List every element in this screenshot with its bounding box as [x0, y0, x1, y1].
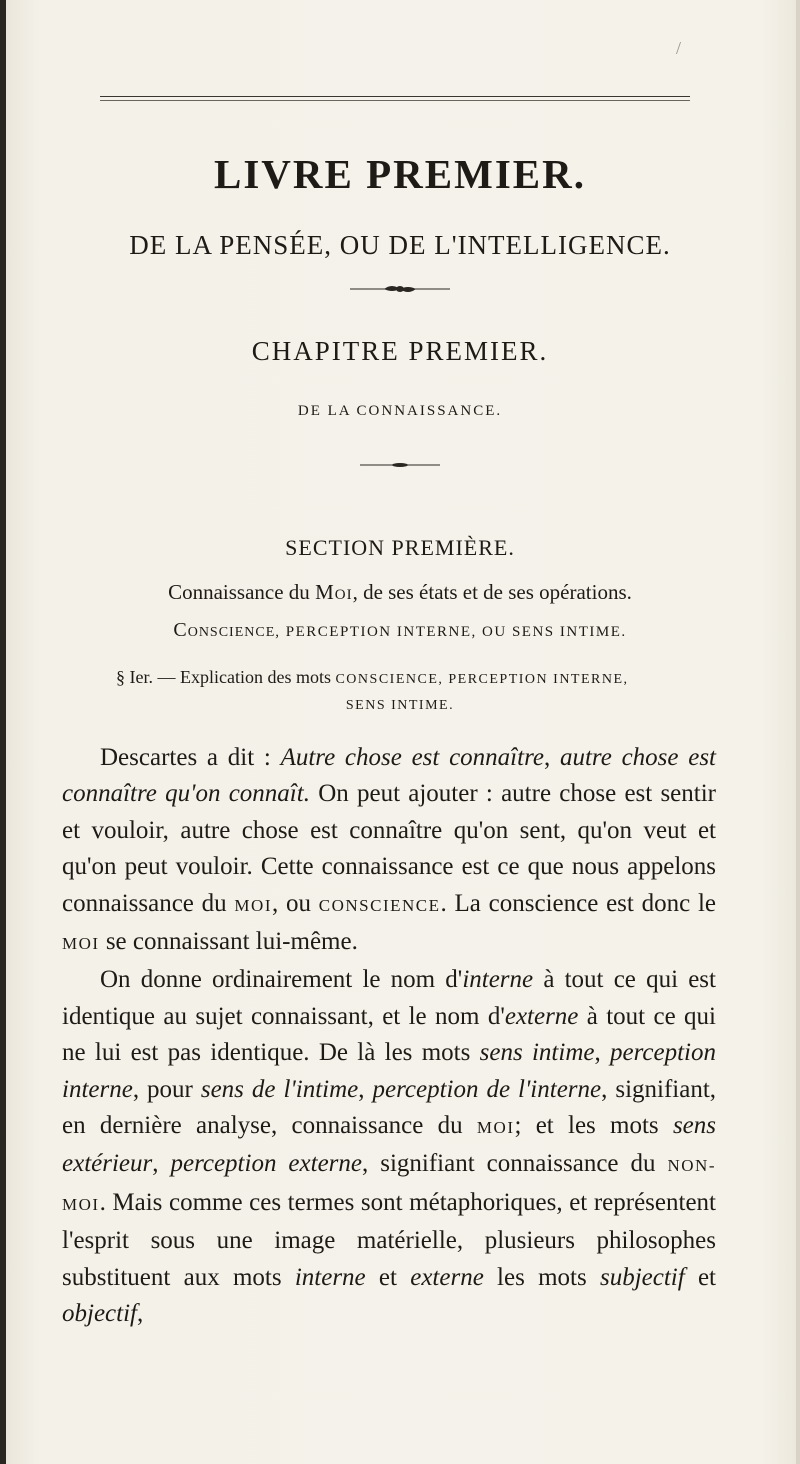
- chapter-title: CHAPITRE PREMIER.: [251, 336, 549, 366]
- text-run: les mots: [483, 1263, 600, 1291]
- book-subtitle: DE LA PENSÉE, OU DE L'INTELLIGENCE.: [129, 230, 671, 260]
- italic-term: interne: [294, 1263, 366, 1291]
- small-caps-term: MOI: [476, 1118, 515, 1138]
- italic-term: externe: [504, 1002, 579, 1030]
- italic-term: perception interne: [62, 1039, 716, 1103]
- italic-term: sens de l'intime: [200, 1075, 359, 1103]
- italic-term: sens intime: [479, 1039, 595, 1067]
- text-run: On donne ordinairement le nom d': [100, 966, 463, 994]
- text-run: à tout ce qui ne lui est pas identique. De là les mots: [62, 1002, 716, 1067]
- paragraph-heading-terms: CONSCIENCE, PERCEPTION INTERNE,: [335, 672, 629, 687]
- section-description-text-2: , de ses états et de ses opérations.: [352, 580, 632, 604]
- chapter-subtitle: DE LA CONNAISSANCE.: [297, 403, 503, 419]
- small-caps-term: MOI: [234, 895, 272, 915]
- book-title: LIVRE PREMIER.: [214, 151, 586, 197]
- binding-edge: [0, 0, 6, 1464]
- text-run: , ou: [271, 889, 319, 917]
- text-run: Descartes a dit :: [100, 744, 281, 771]
- italic-term: interne: [462, 966, 534, 994]
- italic-term: sens extérieur: [62, 1112, 716, 1178]
- paragraph-heading-terms-line2: SENS INTIME.: [345, 698, 455, 713]
- italic-term: objectif: [62, 1300, 137, 1328]
- text-run: ,: [358, 1075, 373, 1103]
- italic-term: externe: [410, 1263, 484, 1291]
- section-title: SECTION PREMIÈRE.: [285, 535, 515, 560]
- italic-term: autre chose est connaître qu'on connaît.: [62, 744, 716, 808]
- text-run: . Mais comme ces termes sont métaphoriques, et représentent l'esprit sous une image matérielle, plusieurs philosophes substituent aux mots: [62, 1188, 716, 1291]
- small-caps-term: NON-MOI: [62, 1156, 716, 1214]
- text-run: , pour: [132, 1075, 201, 1103]
- paragraph-number: Ier.: [129, 667, 153, 687]
- ornament-divider: [0, 282, 800, 296]
- section-description-text: Connaissance du: [168, 580, 316, 604]
- header-rule-thin: [100, 100, 690, 101]
- section-description-moi: Moi: [315, 580, 353, 604]
- header-rule: [100, 96, 690, 97]
- text-run: , signifiant, en dernière analyse, connaissance du: [62, 1075, 717, 1140]
- italic-term: perception externe: [170, 1150, 362, 1178]
- text-run: , signifiant connaissance du: [362, 1150, 668, 1178]
- text-run: ,: [136, 1300, 144, 1328]
- text-run: et: [365, 1263, 411, 1291]
- paragraph-2: [62, 962, 716, 1332]
- text-run: ; et les mots: [514, 1112, 673, 1140]
- text-run: ,: [152, 1150, 171, 1178]
- page-edge: [796, 0, 800, 1464]
- text-run: se connaissant lui-même.: [99, 928, 358, 956]
- text-run: On peut ajouter : autre chose est sentir et vouloir, autre chose est connaître qu'on sent, qu'on veut et qu'on peut vouloir. Cette connaissance est ce que nous appelons connaissance du: [62, 780, 716, 917]
- paragraph-1: [62, 740, 716, 962]
- section-description: [0, 580, 800, 605]
- body-text: [62, 740, 716, 1333]
- section-rule: [0, 461, 800, 469]
- text-run: à tout ce qui est identique au sujet connaissant, et le nom d': [62, 966, 716, 1030]
- pencil-mark: /: [676, 38, 682, 58]
- section-terms-rest: , PERCEPTION INTERNE, OU SENS INTIME.: [275, 624, 627, 640]
- section-description-terms: [0, 619, 800, 642]
- paragraph-heading-text: — Explication des mots: [157, 667, 336, 687]
- italic-term: Autre chose est connaître: [280, 744, 544, 771]
- text-run: ,: [594, 1039, 611, 1067]
- italic-term: subjectif: [599, 1263, 685, 1291]
- section-mark: §: [116, 667, 125, 687]
- text-run: . La conscience est donc le: [440, 889, 717, 917]
- small-caps-term: CONSCIENCE: [318, 895, 441, 915]
- italic-term: perception de l'interne: [372, 1075, 602, 1103]
- text-run: ,: [543, 744, 560, 771]
- section-terms-cap: Conscience: [173, 619, 276, 641]
- small-caps-term: MOI: [62, 934, 100, 954]
- paragraph-heading: [116, 667, 756, 688]
- text-run: et: [684, 1263, 716, 1291]
